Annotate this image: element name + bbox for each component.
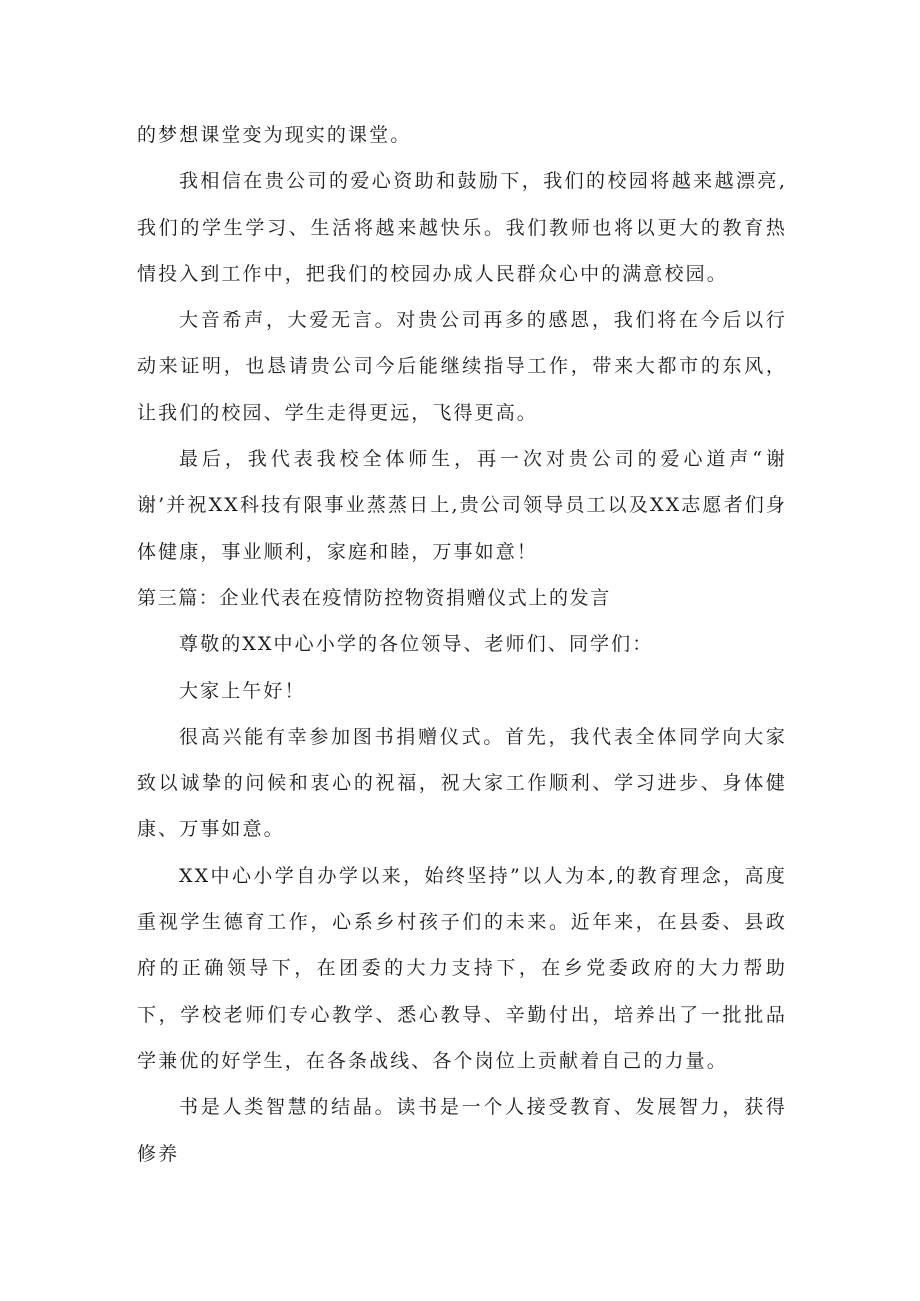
paragraph-continuation: 的梦想课堂变为现实的课堂。 [137, 124, 412, 146]
paragraph-opening: 很高兴能有幸参加图书捐赠仪式。首先，我代表全体同学向大家致以诚挚的问候和衷心的祝福，祝大家工作顺利、学习进步、身体健康、万事如意。 [137, 725, 787, 841]
paragraph-school-history: XX中心小学自办学以来，始终坚持”以人为本,的教育理念，高度重视学生德育工作，心系乡村孩子们的未来。近年来，在县委、县政府的正确领导下，在团委的大力支持下，在乡党委政府的大力帮助下，学校老师们专心教学、悉心教导、辛勤付出，培养出了一批批品学兼优的好学生，在各条战线、各个岗位上贡献着自己的力量。 [137, 864, 787, 1072]
paragraph-greeting: 大家上午好！ [179, 679, 306, 702]
paragraph-school-future: 我相信在贵公司的爱心资助和鼓励下，我们的校园将越来越漂亮,我们的学生学习、生活将越来越快乐。我们教师也将以更大的教育热情投入到工作中，把我们的校园办成人民群众心中的满意校园。 [137, 170, 787, 285]
section-heading: 第三篇：企业代表在疫情防控物资捐赠仪式上的发言 [137, 586, 611, 609]
paragraph-salutation: 尊敬的XX中心小学的各位领导、老师们、同学们： [179, 633, 654, 656]
paragraph-gratitude: 大音希声，大爱无言。对贵公司再多的感恩，我们将在今后以行动来证明，也恳请贵公司今后能继续指导工作，带来大都市的东风，让我们的校园、学生走得更远，飞得更高。 [137, 309, 787, 424]
paragraph-books: 书是人类智慧的结晶。读书是一个人接受教育、发展智力，获得修养 [137, 1096, 787, 1165]
paragraph-closing-thanks: 最后，我代表我校全体师生，再一次对贵公司的爱心道声“谢谢’并祝XX科技有限事业蒸蒸日上,贵公司领导员工以及XX志愿者们身体健康，事业顺利，家庭和睦，万事如意！ [137, 448, 787, 563]
document-body [137, 112, 787, 1177]
